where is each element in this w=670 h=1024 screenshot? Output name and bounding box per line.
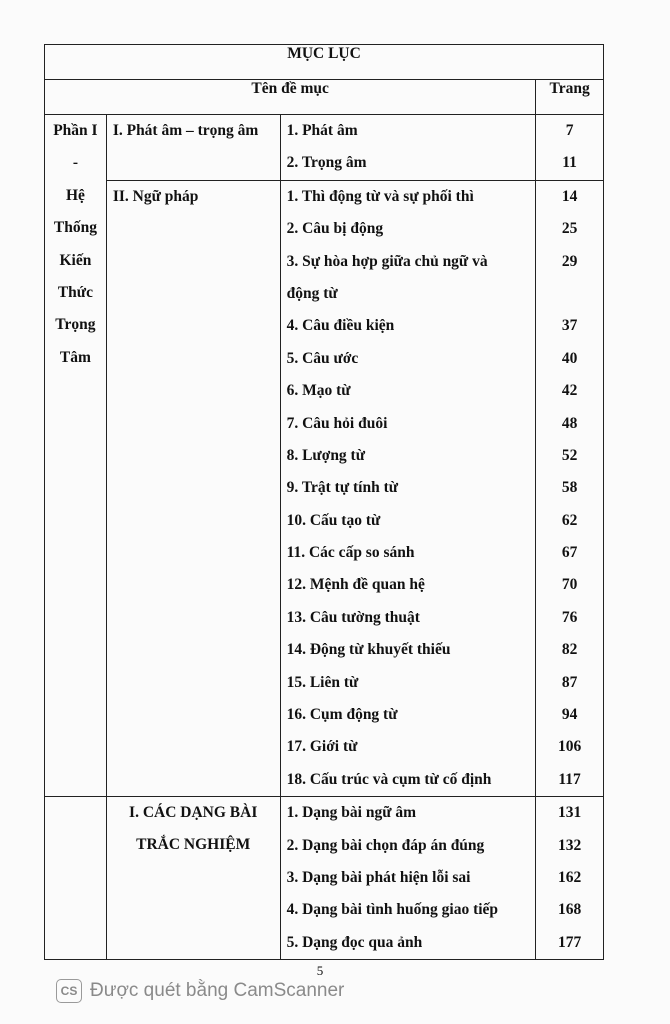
- topic-line: 10. Cấu tạo từ: [286, 511, 381, 529]
- topic-line: 17. Giới từ: [286, 738, 358, 756]
- topic-line: 4. Dạng bài tình huống giao tiếp: [286, 901, 499, 919]
- page-ref: 131: [557, 804, 582, 822]
- section-title-cell: [106, 115, 280, 181]
- toc-title: MỤC LỤC: [45, 45, 604, 80]
- topic-line: 5. Dạng đọc qua ảnh: [286, 933, 423, 951]
- page-ref: 7: [565, 122, 574, 139]
- section-title-line: TRẮC NGHIỆM: [136, 836, 251, 854]
- section-title-line: I. CÁC DẠNG BÀI: [129, 804, 258, 822]
- part2-section-row: [45, 797, 604, 960]
- topic-line: 13. Câu tường thuật: [286, 608, 420, 626]
- page-ref: 70: [561, 576, 578, 594]
- topic-line: 1. Dạng bài ngữ âm: [286, 804, 417, 822]
- section-title-cell: [106, 797, 280, 960]
- section-title-cell: [106, 180, 280, 796]
- topic-line: 18. Cấu trúc và cụm từ cố định: [286, 770, 492, 788]
- part-label-line: Thống: [53, 219, 97, 237]
- topic-line: 9. Trật tự tính từ: [286, 479, 399, 497]
- page-ref: 168: [557, 901, 582, 919]
- topic-line: 8. Lượng từ: [286, 446, 366, 464]
- toc-body: [45, 45, 604, 960]
- column-header-page: Trang: [536, 80, 604, 115]
- column-header-title: Tên đề mục: [45, 80, 536, 115]
- page-ref: 48: [561, 414, 578, 432]
- camscanner-logo-icon: CS: [56, 979, 82, 1003]
- watermark-text: Được quét bằng CamScanner: [90, 980, 345, 1001]
- section-title: I. Phát âm – trọng âm: [112, 122, 259, 139]
- page-ref: 14: [561, 187, 578, 205]
- page-ref: 132: [557, 836, 582, 854]
- topic-cell: [280, 115, 536, 181]
- page-ref: 177: [557, 933, 582, 951]
- topic-line: 2. Câu bị động: [286, 220, 384, 238]
- topic-line: 3. Sự hòa hợp giữa chủ ngữ và: [286, 252, 488, 270]
- page-cell: [536, 180, 604, 796]
- part-label-line: Hệ: [65, 186, 85, 204]
- part-label-line: Trọng: [55, 316, 96, 334]
- page-ref: 29: [561, 252, 578, 270]
- page-ref: 42: [561, 382, 578, 400]
- part-label-line: Tâm: [59, 348, 91, 366]
- topic-cell: [280, 180, 536, 796]
- page-ref: 87: [561, 673, 578, 691]
- page-ref: 76: [561, 608, 578, 626]
- part-label-line: Thức: [57, 283, 93, 301]
- page-ref: 37: [561, 317, 578, 335]
- part2-label: [45, 797, 107, 960]
- part1-section-row: [45, 115, 604, 181]
- toc-header-row: [45, 80, 604, 115]
- topic-line: 12. Mệnh đề quan hệ: [286, 576, 425, 594]
- page-ref: 67: [561, 544, 578, 562]
- topic-line: động từ: [286, 284, 338, 302]
- part-label-line: -: [72, 154, 78, 172]
- page-cell: [536, 797, 604, 960]
- topic-line: 14. Động từ khuyết thiếu: [286, 641, 451, 659]
- topic-line: 7. Câu hỏi đuôi: [286, 414, 388, 432]
- part1-section-row: [45, 180, 604, 796]
- page-ref: 52: [561, 446, 578, 464]
- part-label-line: Phần I: [53, 122, 98, 139]
- topic-line: 4. Câu điều kiện: [286, 317, 395, 335]
- section-title: II. Ngữ pháp: [112, 187, 199, 205]
- page-number: 5: [316, 963, 324, 978]
- topic-line: 5. Câu ước: [286, 349, 359, 367]
- page-ref: 58: [561, 479, 578, 497]
- page-ref: 62: [561, 511, 578, 529]
- topic-line: 1. Thì động từ và sự phối thì: [286, 187, 474, 205]
- page-ref: 94: [561, 706, 578, 724]
- topic-cell: [280, 797, 536, 960]
- page-ref-spacer: [536, 278, 603, 310]
- part-label-line: Kiến: [59, 251, 92, 269]
- part1-label: [45, 115, 107, 797]
- toc-title-row: [45, 45, 604, 80]
- page-ref: 40: [561, 349, 578, 367]
- page-ref: 82: [561, 641, 578, 659]
- topic-line: 15. Liên từ: [286, 673, 359, 691]
- camscanner-watermark: [56, 979, 344, 1003]
- page-ref: 117: [558, 770, 581, 788]
- topic-line: 6. Mạo từ: [286, 382, 351, 400]
- table-of-contents: [44, 44, 604, 960]
- page-ref: 25: [561, 220, 578, 238]
- page-ref: 106: [557, 738, 582, 756]
- page-cell: [536, 115, 604, 181]
- topic-line: 3. Dạng bài phát hiện lỗi sai: [286, 868, 471, 886]
- topic-line: 11. Các cấp so sánh: [286, 544, 415, 562]
- topic-line: 2. Dạng bài chọn đáp án đúng: [286, 836, 485, 854]
- topic-line: 2. Trọng âm: [286, 154, 367, 172]
- page-ref: 162: [557, 868, 582, 886]
- topic-line: 1. Phát âm: [286, 122, 358, 139]
- page-ref: 11: [562, 154, 577, 172]
- topic-line: 16. Cụm động từ: [286, 706, 398, 724]
